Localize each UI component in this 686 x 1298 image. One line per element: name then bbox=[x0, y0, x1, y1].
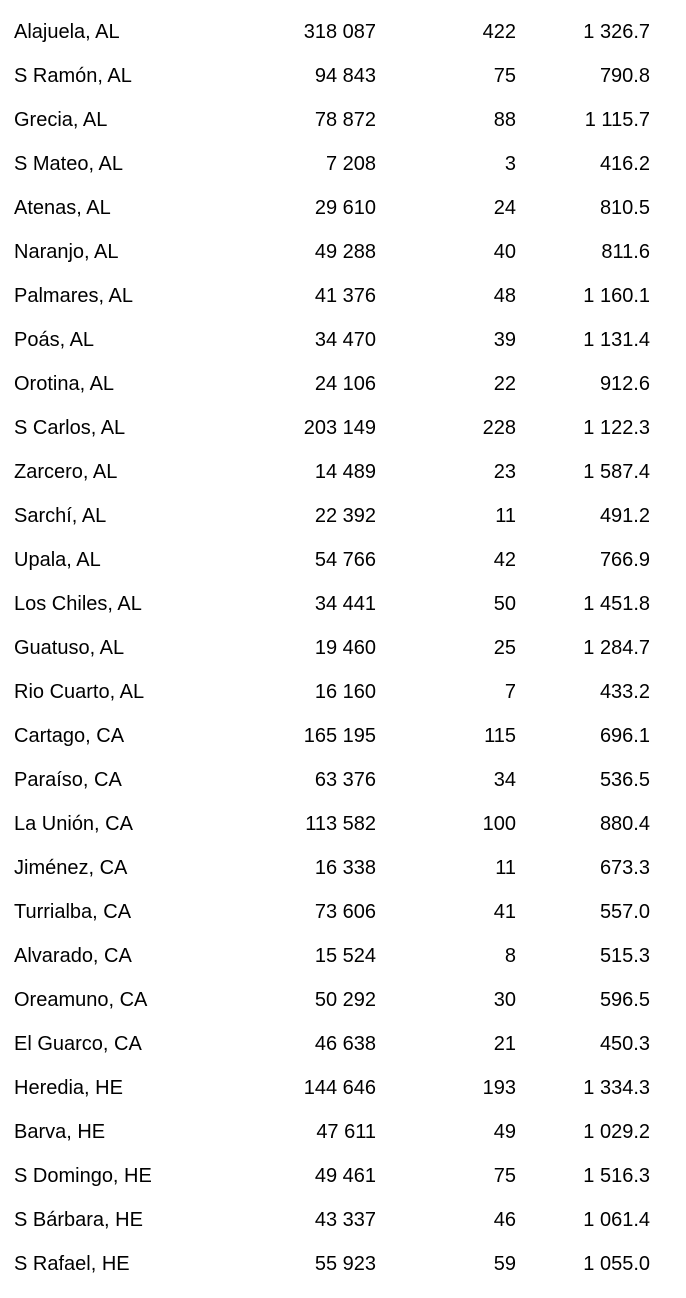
table-row bbox=[0, 890, 686, 934]
population-cell: 7 208 bbox=[325, 153, 376, 175]
canton-name-cell: S Domingo, HE bbox=[14, 1165, 152, 1187]
canton-name-cell: S Ramón, AL bbox=[14, 65, 132, 87]
table-row bbox=[0, 450, 686, 494]
canton-name-cell: S Carlos, AL bbox=[14, 417, 126, 439]
count-cell: 59 bbox=[493, 1253, 516, 1275]
canton-name-cell: Alvarado, CA bbox=[14, 945, 132, 967]
rate-cell: 450.3 bbox=[599, 1033, 650, 1055]
canton-name-cell: Turrialba, CA bbox=[14, 901, 132, 923]
population-cell: 43 337 bbox=[314, 1209, 376, 1231]
population-cell: 16 338 bbox=[314, 857, 376, 879]
canton-name-cell: Jiménez, CA bbox=[14, 857, 128, 879]
table-row bbox=[0, 362, 686, 406]
table-row bbox=[0, 230, 686, 274]
population-cell: 41 376 bbox=[314, 285, 376, 307]
table-row bbox=[0, 318, 686, 362]
table-row bbox=[0, 406, 686, 450]
rate-cell: 515.3 bbox=[599, 945, 650, 967]
population-cell: 54 766 bbox=[314, 549, 376, 571]
population-cell: 49 461 bbox=[314, 1165, 376, 1187]
canton-name-cell: Barva, HE bbox=[14, 1121, 106, 1143]
rate-cell: 696.1 bbox=[599, 725, 650, 747]
rate-cell: 810.5 bbox=[599, 197, 650, 219]
count-cell: 88 bbox=[493, 109, 516, 131]
table-row bbox=[0, 494, 686, 538]
population-cell: 19 460 bbox=[314, 637, 376, 659]
table-row bbox=[0, 1110, 686, 1154]
table-row bbox=[0, 1198, 686, 1242]
canton-name-cell: Cartago, CA bbox=[14, 725, 125, 747]
count-cell: 193 bbox=[482, 1077, 516, 1099]
canton-name-cell: Grecia, AL bbox=[14, 109, 108, 131]
data-table bbox=[0, 10, 686, 1286]
rate-cell: 416.2 bbox=[599, 153, 650, 175]
population-cell: 78 872 bbox=[314, 109, 376, 131]
table-row bbox=[0, 1022, 686, 1066]
table-row bbox=[0, 626, 686, 670]
rate-cell: 1 326.7 bbox=[583, 21, 650, 43]
rate-cell: 1 131.4 bbox=[583, 329, 650, 351]
count-cell: 30 bbox=[493, 989, 516, 1011]
population-cell: 203 149 bbox=[303, 417, 376, 439]
rate-cell: 1 284.7 bbox=[583, 637, 650, 659]
rate-cell: 557.0 bbox=[599, 901, 650, 923]
canton-name-cell: S Bárbara, HE bbox=[14, 1209, 143, 1231]
count-cell: 228 bbox=[482, 417, 516, 439]
count-cell: 8 bbox=[504, 945, 516, 967]
rate-cell: 912.6 bbox=[599, 373, 650, 395]
canton-name-cell: Rio Cuarto, AL bbox=[14, 681, 145, 703]
count-cell: 23 bbox=[493, 461, 516, 483]
count-cell: 50 bbox=[493, 593, 516, 615]
rate-cell: 880.4 bbox=[599, 813, 650, 835]
table-row bbox=[0, 802, 686, 846]
count-cell: 75 bbox=[493, 1165, 516, 1187]
canton-name-cell: Palmares, AL bbox=[14, 285, 133, 307]
population-cell: 113 582 bbox=[305, 813, 376, 835]
population-cell: 47 611 bbox=[316, 1121, 376, 1143]
table-row bbox=[0, 1242, 686, 1286]
canton-name-cell: Heredia, HE bbox=[14, 1077, 123, 1099]
canton-name-cell: S Rafael, HE bbox=[14, 1253, 130, 1275]
canton-name-cell: Upala, AL bbox=[14, 549, 101, 571]
canton-name-cell: La Unión, CA bbox=[14, 813, 133, 835]
count-cell: 25 bbox=[493, 637, 516, 659]
count-cell: 100 bbox=[482, 813, 516, 835]
table-row bbox=[0, 978, 686, 1022]
rate-cell: 1 115.7 bbox=[584, 109, 650, 131]
table-row bbox=[0, 186, 686, 230]
canton-name-cell: S Mateo, AL bbox=[14, 153, 123, 175]
population-cell: 63 376 bbox=[314, 769, 376, 791]
population-cell: 16 160 bbox=[314, 681, 376, 703]
count-cell: 422 bbox=[482, 21, 516, 43]
rate-cell: 1 029.2 bbox=[583, 1121, 650, 1143]
count-cell: 42 bbox=[493, 549, 516, 571]
table-row bbox=[0, 98, 686, 142]
rate-cell: 1 334.3 bbox=[583, 1077, 650, 1099]
population-cell: 34 470 bbox=[314, 329, 376, 351]
rate-cell: 766.9 bbox=[599, 549, 650, 571]
count-cell: 75 bbox=[493, 65, 516, 87]
canton-name-cell: Los Chiles, AL bbox=[14, 593, 142, 615]
canton-name-cell: Paraíso, CA bbox=[14, 769, 122, 791]
rate-cell: 536.5 bbox=[599, 769, 650, 791]
count-cell: 34 bbox=[493, 769, 516, 791]
canton-name-cell: Poás, AL bbox=[14, 329, 95, 351]
count-cell: 46 bbox=[493, 1209, 516, 1231]
population-cell: 34 441 bbox=[314, 593, 376, 615]
canton-name-cell: El Guarco, CA bbox=[14, 1033, 142, 1055]
table-row bbox=[0, 846, 686, 890]
canton-name-cell: Oreamuno, CA bbox=[14, 989, 148, 1011]
count-cell: 7 bbox=[504, 681, 516, 703]
count-cell: 11 bbox=[495, 857, 516, 879]
count-cell: 115 bbox=[484, 725, 516, 747]
rate-cell: 433.2 bbox=[599, 681, 650, 703]
rate-cell: 790.8 bbox=[599, 65, 650, 87]
table-row bbox=[0, 54, 686, 98]
rate-cell: 811.6 bbox=[601, 241, 650, 263]
table-row bbox=[0, 274, 686, 318]
population-cell: 15 524 bbox=[314, 945, 376, 967]
population-cell: 22 392 bbox=[314, 505, 376, 527]
population-cell: 94 843 bbox=[314, 65, 376, 87]
population-cell: 49 288 bbox=[314, 241, 376, 263]
population-cell: 144 646 bbox=[303, 1077, 376, 1099]
table-row bbox=[0, 670, 686, 714]
table-row bbox=[0, 934, 686, 978]
count-cell: 3 bbox=[504, 153, 516, 175]
population-cell: 50 292 bbox=[314, 989, 376, 1011]
count-cell: 21 bbox=[493, 1033, 516, 1055]
canton-name-cell: Guatuso, AL bbox=[14, 637, 125, 659]
canton-name-cell: Naranjo, AL bbox=[14, 241, 119, 263]
population-cell: 318 087 bbox=[303, 21, 376, 43]
population-cell: 73 606 bbox=[314, 901, 376, 923]
count-cell: 41 bbox=[493, 901, 516, 923]
count-cell: 48 bbox=[493, 285, 516, 307]
canton-name-cell: Alajuela, AL bbox=[14, 21, 120, 43]
rate-cell: 1 516.3 bbox=[583, 1165, 650, 1187]
rate-cell: 596.5 bbox=[599, 989, 650, 1011]
table-row bbox=[0, 758, 686, 802]
table-row bbox=[0, 142, 686, 186]
count-cell: 49 bbox=[493, 1121, 516, 1143]
rate-cell: 491.2 bbox=[599, 505, 650, 527]
rate-cell: 1 160.1 bbox=[583, 285, 650, 307]
table-row bbox=[0, 538, 686, 582]
table-row bbox=[0, 582, 686, 626]
count-cell: 11 bbox=[495, 505, 516, 527]
canton-name-cell: Orotina, AL bbox=[14, 373, 115, 395]
rate-cell: 1 451.8 bbox=[583, 593, 650, 615]
rate-cell: 673.3 bbox=[599, 857, 650, 879]
count-cell: 22 bbox=[493, 373, 516, 395]
table-row bbox=[0, 10, 686, 54]
canton-name-cell: Sarchí, AL bbox=[14, 505, 107, 527]
table-row bbox=[0, 714, 686, 758]
table-row bbox=[0, 1154, 686, 1198]
population-cell: 14 489 bbox=[314, 461, 376, 483]
count-cell: 39 bbox=[493, 329, 516, 351]
rate-cell: 1 587.4 bbox=[583, 461, 650, 483]
rate-cell: 1 122.3 bbox=[583, 417, 650, 439]
population-cell: 24 106 bbox=[314, 373, 376, 395]
rate-cell: 1 055.0 bbox=[583, 1253, 650, 1275]
population-cell: 55 923 bbox=[314, 1253, 376, 1275]
rate-cell: 1 061.4 bbox=[583, 1209, 650, 1231]
count-cell: 40 bbox=[493, 241, 516, 263]
population-cell: 165 195 bbox=[303, 725, 376, 747]
count-cell: 24 bbox=[493, 197, 516, 219]
canton-name-cell: Zarcero, AL bbox=[14, 461, 118, 483]
population-cell: 46 638 bbox=[314, 1033, 376, 1055]
canton-name-cell: Atenas, AL bbox=[14, 197, 111, 219]
table-row bbox=[0, 1066, 686, 1110]
population-cell: 29 610 bbox=[314, 197, 376, 219]
